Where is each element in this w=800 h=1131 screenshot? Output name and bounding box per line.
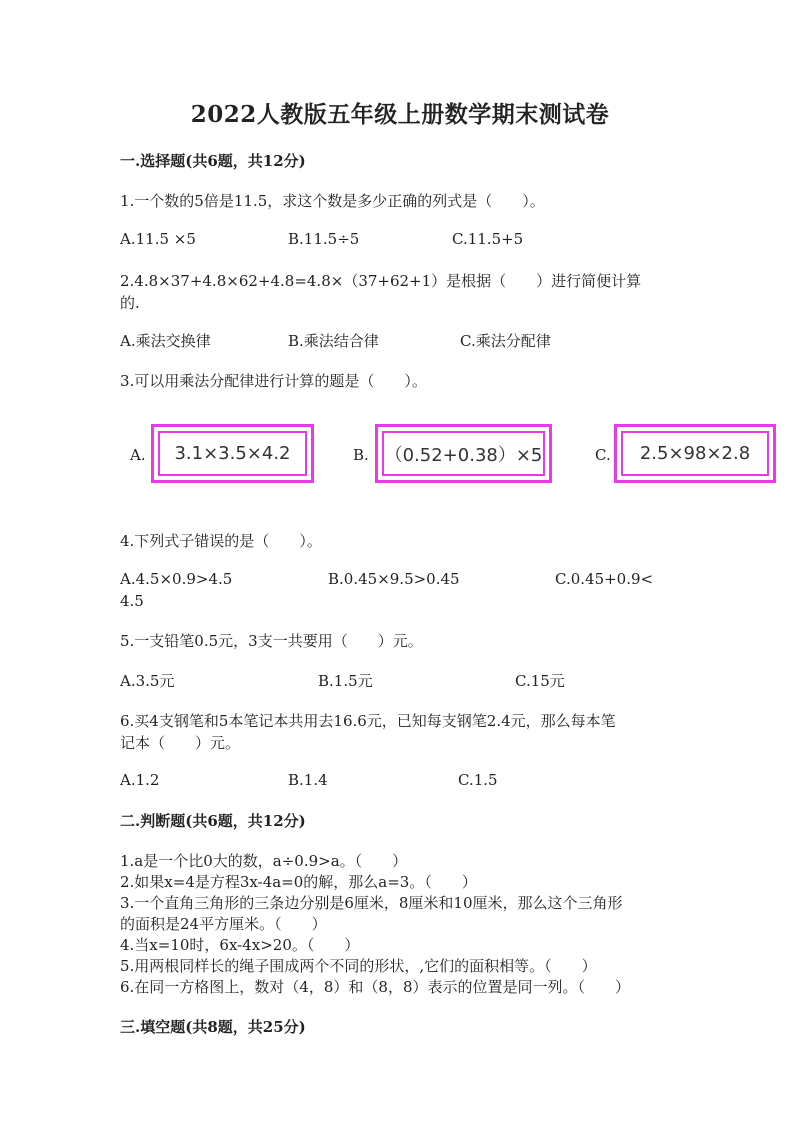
q5-option-c: C.15元 [515,672,565,690]
q1-option-c: C.11.5+5 [452,230,524,248]
q5-option-a: A.3.5元 [120,672,175,690]
page-title: 2022人教版五年级上册数学期末测试卷 [190,101,610,128]
question-2-line1: 2.4.8×37+4.8×62+4.8=4.8×（37+62+1）是根据（ ）进行简便计算 [120,272,642,290]
q1-option-a: A.11.5 ×5 [120,230,196,248]
q3-option-a-label: A. [130,446,146,464]
q1-option-b: B.11.5÷5 [288,230,360,248]
q3-option-b-label: B. [353,446,369,464]
q4-option-c: C.0.45+0.9< [555,570,654,588]
q3-option-c-label: C. [595,446,611,464]
q4-option-a: A.4.5×0.9>4.5 [120,570,233,588]
judgement-item-cont: 的面积是24平方厘米。（ ） [120,915,327,933]
q6-option-b: B.1.4 [288,771,328,789]
q3-option-c-expression: 2.5×98×2.8 [621,431,769,476]
question-1: 1.一个数的5倍是11.5，求这个数是多少正确的列式是（ ）。 [120,192,545,210]
q6-option-a: A.1.2 [120,771,160,789]
question-6-line2: 记本（ ）元。 [120,734,241,752]
q5-option-b: B.1.5元 [318,672,373,690]
judgement-item: 1.a是一个比0大的数，a÷0.9>a。（ ） [120,852,408,870]
question-3: 3.可以用乘法分配律进行计算的题是（ ）。 [120,372,427,390]
q4-option-c-cont: 4.5 [120,592,144,610]
judgement-item: 6.在同一方格图上，数对（4，8）和（8，8）表示的位置是同一列。（ ） [120,978,630,996]
q3-option-b-box [375,424,552,483]
q3-option-a-box [151,424,314,483]
section-heading-fill: 三.填空题(共8题，共25分) [120,1018,306,1036]
judgement-item: 2.如果x=4是方程3x-4a=0的解，那么a=3。（ ） [120,873,477,891]
q3-option-c-box [614,424,776,483]
q4-option-b: B.0.45×9.5>0.45 [328,570,460,588]
q3-option-b-expression: （0.52+0.38）×5 [382,431,545,476]
judgement-item: 3.一个直角三角形的三条边分别是6厘米，8厘米和10厘米，那么这个三角形 [120,894,623,912]
question-5: 5.一支铅笔0.5元，3支一共要用（ ）元。 [120,632,423,650]
question-4: 4.下列式子错误的是（ ）。 [120,532,322,550]
question-6-line1: 6.买4支钢笔和5本笔记本共用去16.6元，已知每支钢笔2.4元，那么每本笔 [120,712,616,730]
q2-option-a: A.乘法交换律 [120,332,211,350]
section-heading-judgement: 二.判断题(共6题，共12分) [120,812,306,830]
judgement-item: 5.用两根同样长的绳子围成两个不同的形状，,它们的面积相等。（ ） [120,957,597,975]
q2-option-c: C.乘法分配律 [460,332,551,350]
judgement-item: 4.当x=10时，6x-4x>20。（ ） [120,936,360,954]
q3-option-a-expression: 3.1×3.5×4.2 [158,431,307,476]
q6-option-c: C.1.5 [458,771,498,789]
q2-option-b: B.乘法结合律 [288,332,379,350]
question-2-line2: 的. [120,294,140,312]
section-heading-choice: 一.选择题(共6题，共12分) [120,152,306,170]
